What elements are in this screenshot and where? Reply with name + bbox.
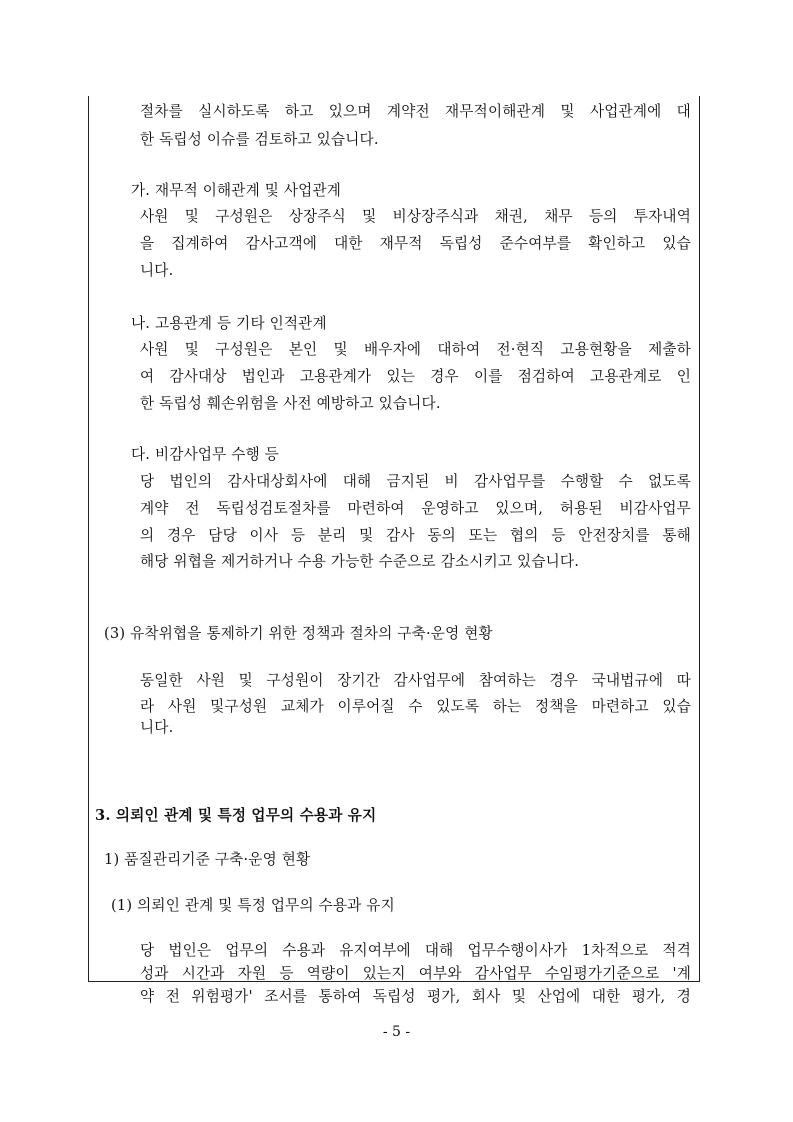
section-3-line-1: 동일한 사원 및 구성원이 장기간 감사업무에 참여하는 경우 국내법규에 따 (140, 672, 691, 689)
chapter-3-line-2: 성과 시간과 자원 등 역량이 있는지 여부와 감사업무 수임평가기준으로 '계 (140, 965, 691, 982)
section-na-line-3: 한 독립성 훼손위험을 사전 예방하고 있습니다. (140, 395, 441, 412)
chapter-3-line-1: 당 법인은 업무의 수용과 유지여부에 대해 업무수행이사가 1차적으로 적격 (140, 942, 691, 959)
section-da-line-1: 당 법인의 감사대상회사에 대해 금지된 비 감사업무를 수행할 수 없도록 (140, 473, 691, 490)
section-ga-heading: 가. 재무적 이해관계 및 사업관계 (131, 182, 342, 199)
section-da-heading: 다. 비감사업무 수행 등 (131, 446, 280, 463)
intro-line-1: 절차를 실시하도록 하고 있으며 계약전 재무적이해관계 및 사업관계에 대 (140, 103, 691, 120)
section-na-heading: 나. 고용관계 등 기타 인적관계 (131, 315, 327, 332)
chapter-3-sub-1: 1) 품질관리기준 구축·운영 현황 (104, 851, 311, 868)
chapter-3-sub-1-1: (1) 의뢰인 관계 및 특정 업무의 수용과 유지 (111, 897, 395, 914)
section-ga-line-2: 을 집계하여 감사고객에 대한 재무적 독립성 준수여부를 확인하고 있습 (140, 235, 691, 252)
intro-line-2: 한 독립성 이슈를 검토하고 있습니다. (140, 131, 379, 148)
section-na-line-1: 사원 및 구성원은 본인 및 배우자에 대하여 전·현직 고용현황을 제출하 (140, 341, 691, 358)
section-na-line-2: 여 감사대상 법인과 고용관계가 있는 경우 이를 점검하여 고용관계로 인 (140, 368, 691, 385)
page-number: - 5 - (382, 1024, 411, 1040)
section-3-line-3: 니다. (140, 719, 174, 736)
chapter-3-title: 3. 의뢰인 관계 및 특정 업무의 수용과 유지 (95, 807, 377, 824)
section-3-heading: (3) 유착위협을 통제하기 위한 정책과 절차의 구축·운영 현황 (104, 625, 493, 642)
section-3-line-2: 라 사원 및구성원 교체가 이루어질 수 있도록 하는 정책을 마련하고 있습 (140, 698, 691, 715)
section-da-line-2: 계약 전 독립성검토절차를 마련하여 운영하고 있으며, 허용된 비감사업무 (140, 500, 691, 517)
section-ga-line-3: 니다. (140, 262, 174, 279)
chapter-3-line-3: 약 전 위험평가' 조서를 통하여 독립성 평가, 회사 및 산업에 대한 평가, 경 (140, 988, 691, 1005)
section-ga-line-1: 사원 및 구성원은 상장주식 및 비상장주식과 채권, 채무 등의 투자내역 (140, 208, 691, 225)
section-da-line-4: 해당 위협을 제거하거나 수용 가능한 수준으로 감소시키고 있습니다. (140, 553, 580, 570)
section-da-line-3: 의 경우 담당 이사 등 분리 및 감사 동의 또는 협의 등 안전장치를 통해 (140, 527, 691, 544)
